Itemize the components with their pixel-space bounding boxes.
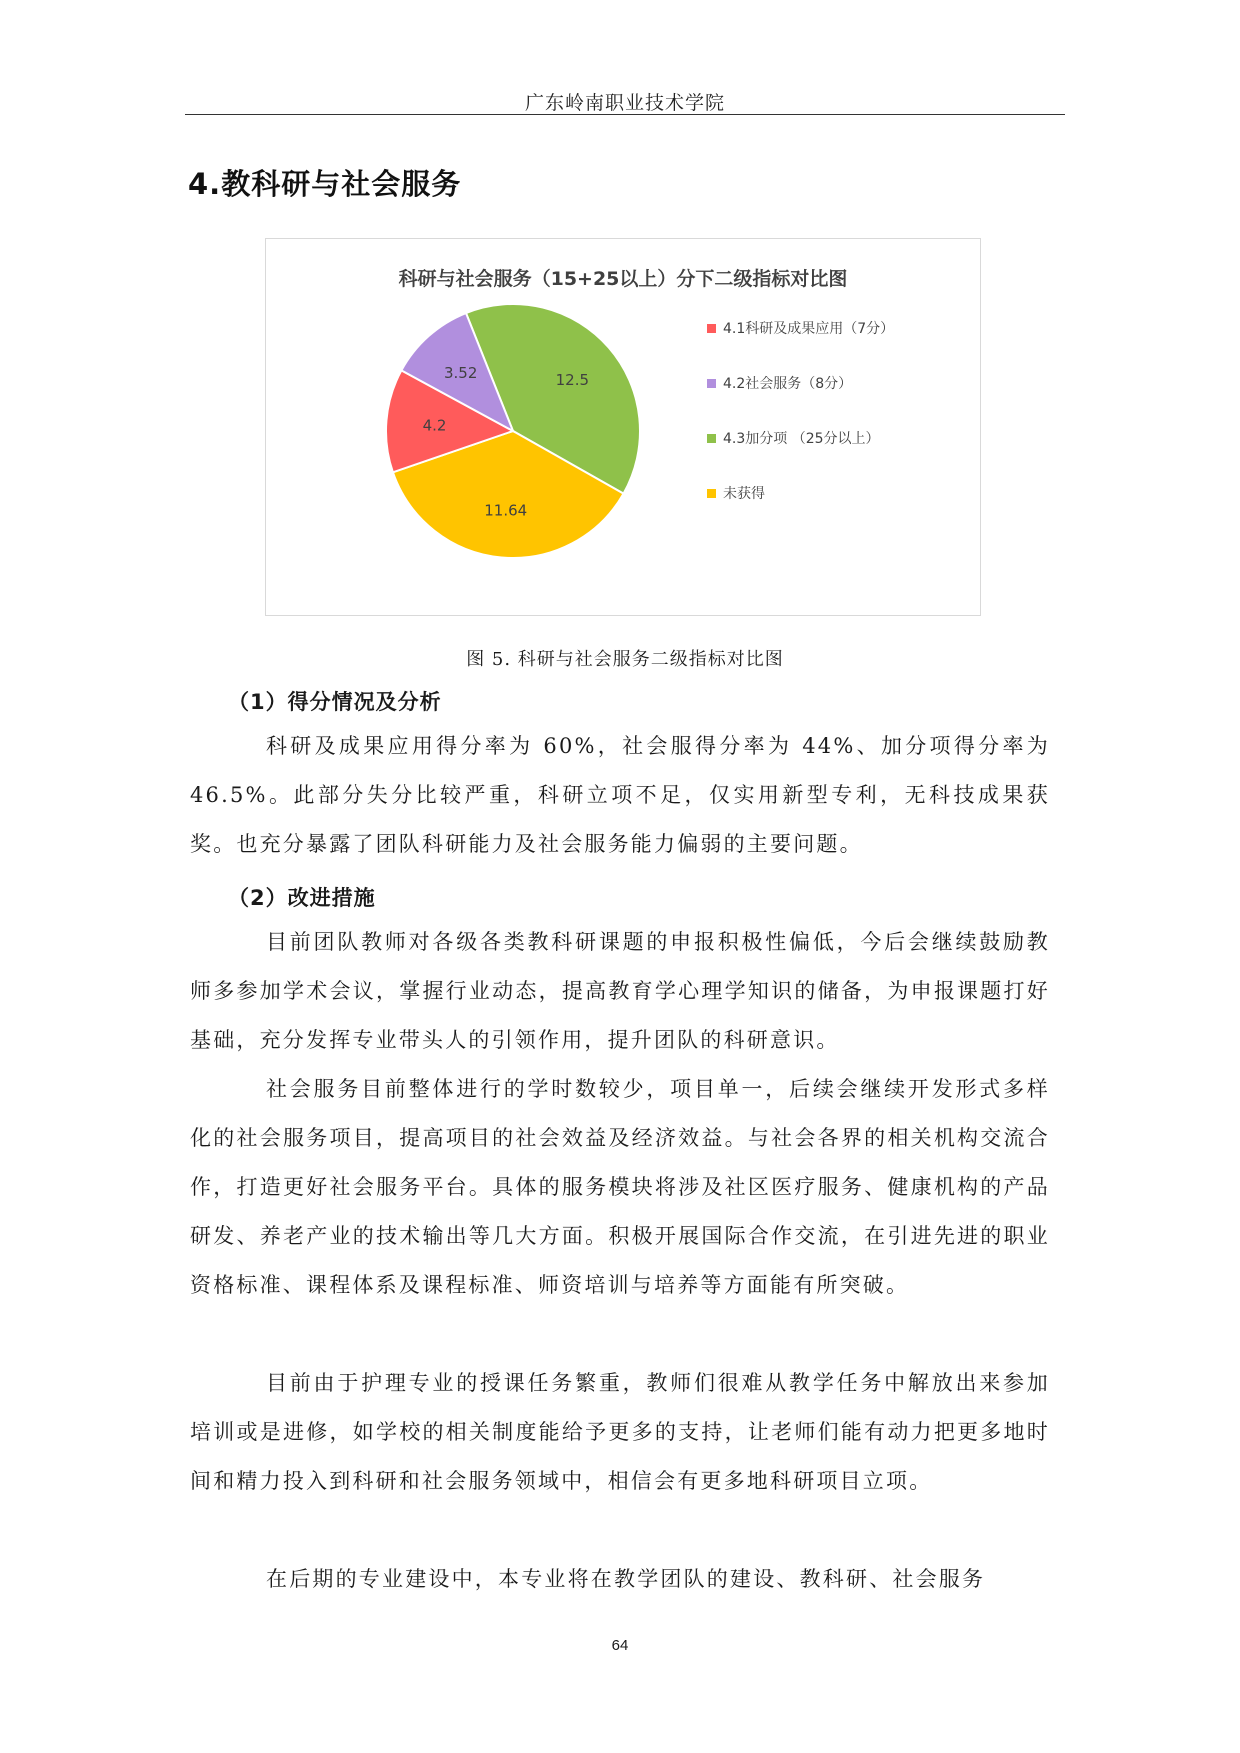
legend-swatch xyxy=(707,324,716,333)
pie-chart xyxy=(265,238,981,616)
paragraph-improvement-3: 目前由于护理专业的授课任务繁重，教师们很难从教学任务中解放出来参加培训或是进修，如学校的相关制度能给予更多的支持，让老师们能有动力把更多地时间和精力投入到科研和社会服务领域中，相信会有更多地科研项目立项。 xyxy=(190,1371,1050,1493)
paragraph-improvement-1: 目前团队教师对各级各类教科研课题的申报积极性偏低，今后会继续鼓励教师多参加学术会议，掌握行业动态，提高教育学心理学知识的储备，为申报课题打好基础，充分发挥专业带头人的引领作用，提升团队的科研意识。 xyxy=(190,930,1050,1052)
pie-data-label: 12.5 xyxy=(555,371,590,390)
paragraph-improvement-2: 社会服务目前整体进行的学时数较少，项目单一，后续会继续开发形式多样化的社会服务项目，提高项目的社会效益及经济效益。与社会各界的相关机构交流合作，打造更好社会服务平台。具体的服务模块将涉及社区医疗服务、健康机构的产品研发、养老产业的技术输出等几大方面。积极开展国际合作交流，在引进先进的职业资格标准、课程体系及课程标准、师资培训与培养等方面能有所突破。 xyxy=(190,1077,1050,1297)
legend-label: 4.2社会服务（8分） xyxy=(723,376,853,392)
pie-data-label: 3.52 xyxy=(444,364,478,383)
subheading-improvement: （2）改进措施 xyxy=(228,886,376,910)
subheading-analysis: （1）得分情况及分析 xyxy=(228,690,442,714)
section-heading: 4.教科研与社会服务 xyxy=(188,167,462,201)
page-header-title: 广东岭南职业技术学院 xyxy=(524,92,725,114)
figure-caption: 图 5. 科研与社会服务二级指标对比图 xyxy=(466,649,784,670)
legend-swatch xyxy=(707,489,716,498)
legend-label: 4.1科研及成果应用（7分） xyxy=(723,321,895,337)
paragraph-analysis: 科研及成果应用得分率为 60%，社会服得分率为 44%、加分项得分率为 46.5%。此部分失分比较严重，科研立项不足，仅实用新型专利，无科技成果获奖。也充分暴露了团队科研能力及社会服务能力偏弱的主要问题。 xyxy=(190,734,1050,856)
legend-label: 4.3加分项 （25分以上） xyxy=(723,431,880,447)
legend-swatch xyxy=(707,434,716,443)
paragraph-improvement-4: 在后期的专业建设中，本专业将在教学团队的建设、教科研、社会服务 xyxy=(266,1567,986,1591)
pie-chart-svg xyxy=(266,239,980,615)
legend-label: 未获得 xyxy=(723,486,765,502)
header-divider xyxy=(185,114,1065,115)
legend-swatch xyxy=(707,379,716,388)
page-number: 64 xyxy=(611,1637,629,1654)
chart-title: 科研与社会服务（15+25以上）分下二级指标对比图 xyxy=(398,268,848,290)
pie-data-label: 11.64 xyxy=(484,501,528,520)
pie-data-label: 4.2 xyxy=(422,416,447,435)
